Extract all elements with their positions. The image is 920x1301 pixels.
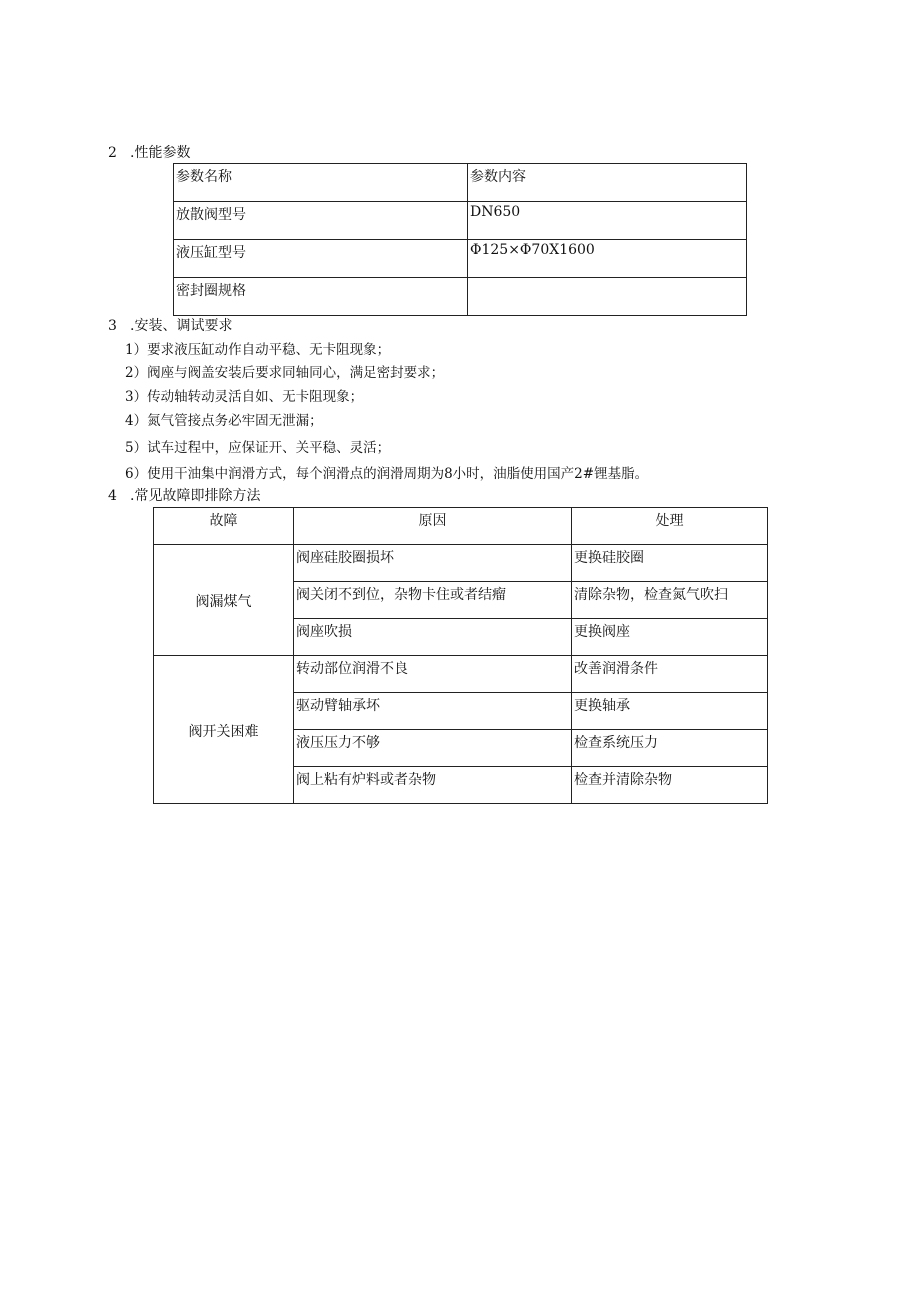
section-2-title: .性能参数 <box>130 145 191 161</box>
param-value-cell: DN650 <box>468 202 747 240</box>
remedy-cell: 检查并清除杂物 <box>572 767 768 804</box>
requirement-item-2: 2）阀座与阀盖安装后要求同轴同心，满足密封要求； <box>125 365 445 381</box>
remedy-cell: 清除杂物，检查氮气吹扫 <box>572 582 768 619</box>
cause-cell: 阀关闭不到位，杂物卡住或者结瘤 <box>294 582 572 619</box>
remedy-cell: 更换轴承 <box>572 693 768 730</box>
section-2-heading <box>108 142 190 162</box>
param-name-cell: 密封圈规格 <box>174 278 468 316</box>
requirement-item-3: 3）传动轴转动灵活自如、无卡阻现象； <box>125 389 364 405</box>
table-row <box>174 202 747 240</box>
cause-cell: 阀上粘有炉料或者杂物 <box>294 767 572 804</box>
param-name-cell: 液压缸型号 <box>174 240 468 278</box>
remedy-cell: 更换阀座 <box>572 619 768 656</box>
table-header-row <box>174 164 747 202</box>
remedy-cell: 更换硅胶圈 <box>572 545 768 582</box>
cause-cell: 转动部位润滑不良 <box>294 656 572 693</box>
cause-cell: 阀座吹损 <box>294 619 572 656</box>
section-4-title: .常见故障即排除方法 <box>130 488 261 504</box>
param-name-cell: 放散阀型号 <box>174 202 468 240</box>
table-row <box>154 545 768 582</box>
requirement-item-1: 1）要求液压缸动作自动平稳、无卡阻现象； <box>125 342 391 358</box>
fault-cell: 阀漏煤气 <box>154 545 294 656</box>
cause-cell: 液压压力不够 <box>294 730 572 767</box>
remedy-cell: 改善润滑条件 <box>572 656 768 693</box>
remedy-cell: 检查系统压力 <box>572 730 768 767</box>
requirement-item-6: 6）使用干油集中润滑方式，每个润滑点的润滑周期为8小时，油脂使用国产2#锂基脂。 <box>125 466 649 482</box>
section-4-heading <box>108 485 260 505</box>
fault-cell: 阀开关困难 <box>154 656 294 804</box>
section-3-title: .安装、调试要求 <box>130 318 233 334</box>
table-header-row <box>154 508 768 545</box>
table-row <box>154 656 768 693</box>
cause-cell: 阀座硅胶圈损坏 <box>294 545 572 582</box>
table-row <box>174 240 747 278</box>
section-2-number: 2 <box>108 145 117 161</box>
performance-parameters-table <box>173 163 747 316</box>
column-header-cause: 原因 <box>294 508 572 545</box>
requirement-item-4: 4）氮气管接点务必牢固无泄漏； <box>125 413 323 429</box>
cause-cell: 驱动臂轴承坏 <box>294 693 572 730</box>
param-value-cell: Φ125×Φ70X1600 <box>468 240 747 278</box>
section-3-heading <box>108 315 232 335</box>
column-header-param-content: 参数内容 <box>468 164 747 202</box>
column-header-remedy: 处理 <box>572 508 768 545</box>
troubleshooting-table <box>153 507 768 804</box>
column-header-fault: 故障 <box>154 508 294 545</box>
requirement-item-5: 5）试车过程中，应保证开、关平稳、灵活； <box>125 440 391 456</box>
table-row <box>174 278 747 316</box>
param-value-cell <box>468 278 747 316</box>
section-3-number: 3 <box>108 318 117 334</box>
column-header-param-name: 参数名称 <box>174 164 468 202</box>
section-4-number: 4 <box>108 488 117 504</box>
